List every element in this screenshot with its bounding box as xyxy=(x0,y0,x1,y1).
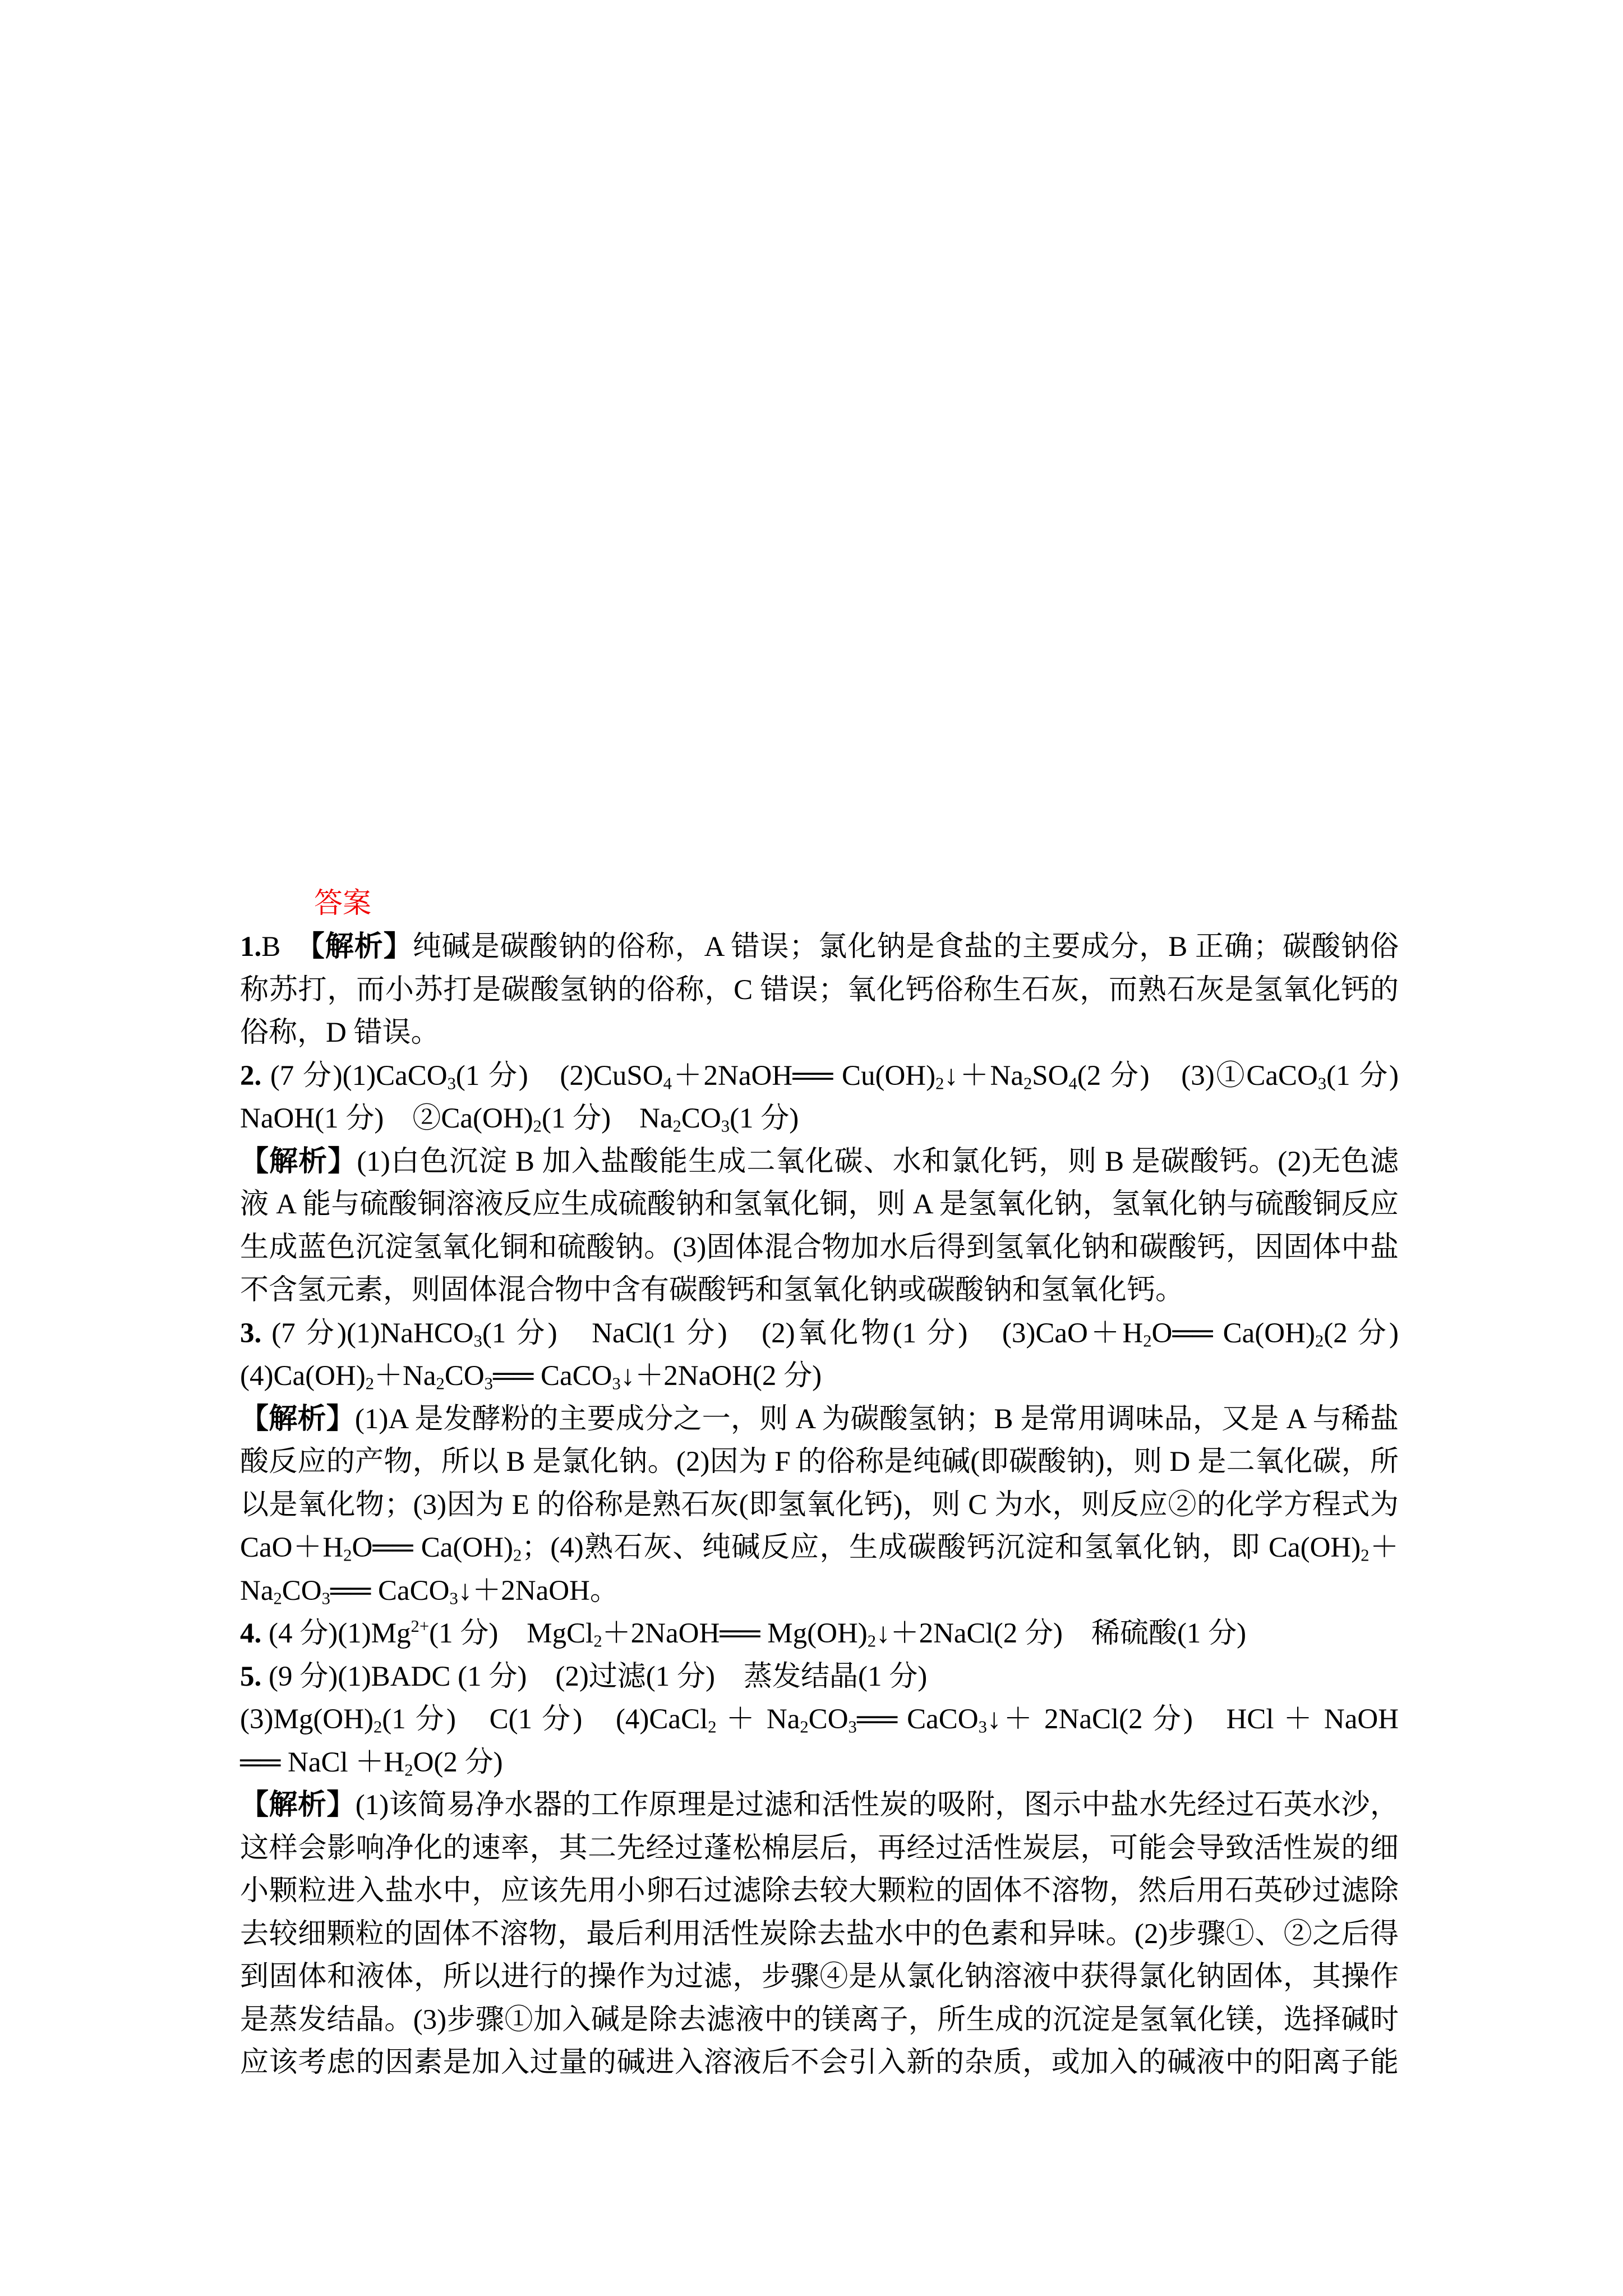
text-run: ══ CaCO xyxy=(330,1575,450,1607)
text-run: NaOH(1 分) ②Ca(OH) xyxy=(240,1103,533,1134)
text-run: O(2 分) xyxy=(413,1746,503,1778)
answer-line xyxy=(240,1827,1399,1870)
subscript: 2 xyxy=(404,1760,413,1780)
text-run: ；(4)熟石灰、纯碱反应，生成碳酸钙沉淀和氢氧化钠，即 Ca(OH) xyxy=(522,1532,1361,1563)
subscript: 2 xyxy=(533,1116,542,1136)
text-run: (1)A 是发酵粉的主要成分之一，则 A 为碳酸氢钠；B 是常用调味品，又是 A 与稀盐 xyxy=(354,1403,1399,1435)
answer-line xyxy=(240,1655,1399,1699)
text-run: ＋2NaOH══ Mg(OH) xyxy=(602,1618,868,1649)
text-run: 以是氧化物；(3)因为 E 的俗称是熟石灰(即氢氧化钙)，则 C 为水，则反应②的化学方程式为 xyxy=(240,1489,1399,1521)
analysis-label: 【解析】 xyxy=(240,1145,357,1177)
text-run: ＋2NaOH══ Cu(OH) xyxy=(671,1060,936,1092)
text-run: (3)Mg(OH) xyxy=(240,1704,374,1735)
text-run: ══ CaCO xyxy=(856,1704,979,1735)
answer-line xyxy=(240,1484,1399,1527)
text-run: ↓＋2NaOH(2 分) xyxy=(620,1360,822,1392)
answer-line xyxy=(240,1612,1399,1655)
text-run: CO xyxy=(681,1103,721,1134)
text-run: 不含氢元素，则固体混合物中含有碳酸钙和氢氧化钠或碳酸钠和氢氧化钙。 xyxy=(240,1274,1184,1306)
subscript: 2 xyxy=(513,1545,522,1565)
answer-lines xyxy=(240,926,1399,2085)
text-run: O══ Ca(OH) xyxy=(352,1532,513,1563)
text-run: 小颗粒进入盐水中，应该先用小卵石过滤除去较大颗粒的固体不溶物，然后用石英砂过滤除 xyxy=(240,1875,1399,1907)
subscript: 2 xyxy=(1361,1545,1370,1565)
subscript: 2 xyxy=(1143,1331,1152,1351)
superscript: 2+ xyxy=(411,1617,430,1636)
answer-line xyxy=(240,1183,1399,1226)
subscript: 3 xyxy=(484,1374,493,1393)
answer-line xyxy=(240,2041,1399,2085)
question-number: 5. xyxy=(240,1660,262,1692)
subscript: 2 xyxy=(273,1589,282,1608)
text-run: 酸反应的产物，所以 B 是氯化钠。(2)因为 F 的俗称是纯碱(即碳酸钠)，则 D 是二氧化碳，所 xyxy=(240,1446,1399,1478)
subscript: 2 xyxy=(867,1631,877,1651)
subscript: 3 xyxy=(721,1116,730,1136)
answer-line xyxy=(240,1226,1399,1269)
text-run: (7 分)(1)NaHCO xyxy=(261,1317,474,1349)
subscript: 2 xyxy=(365,1374,375,1393)
subscript: 3 xyxy=(1317,1074,1327,1093)
text-run: 俗称，D 错误。 xyxy=(240,1017,440,1048)
subscript: 3 xyxy=(612,1374,621,1393)
subscript: 2 xyxy=(800,1717,809,1737)
text-run: B xyxy=(261,931,311,963)
question-number: 4. xyxy=(240,1618,262,1649)
answer-line xyxy=(240,1011,1399,1055)
answer-line xyxy=(240,1355,1399,1398)
text-run: Na xyxy=(240,1575,274,1607)
answer-line xyxy=(240,969,1399,1012)
text-run: (9 分)(1)BADC (1 分) (2)过滤(1 分) 蒸发结晶(1 分) xyxy=(261,1660,928,1692)
answer-line xyxy=(240,1140,1399,1184)
analysis-label: 【解析】 xyxy=(240,1403,355,1435)
text-run: 纯碱是碳酸钠的俗称，A 错误；氯化钠是食盐的主要成分，B 正确；碳酸钠俗 xyxy=(412,931,1399,963)
text-run: (1)白色沉淀 B 加入盐酸能生成二氧化碳、水和氯化钙，则 B 是碳酸钙。(2)无色滤 xyxy=(357,1145,1399,1177)
text-run: ↓＋2NaCl(2 分) 稀硫酸(1 分) xyxy=(876,1618,1247,1649)
answer-line xyxy=(240,1570,1399,1613)
text-run: (7 分)(1)CaCO xyxy=(261,1060,448,1092)
answer-line xyxy=(240,1784,1399,1827)
text-run: SO xyxy=(1032,1060,1069,1092)
subscript: 2 xyxy=(593,1631,602,1651)
answer-line xyxy=(240,1741,1399,1784)
text-run: CO xyxy=(444,1360,485,1392)
text-run: (1 分) MgCl xyxy=(429,1618,594,1649)
analysis-label: 【解析】 xyxy=(240,1789,356,1821)
text-run: ══ NaCl ＋H xyxy=(240,1746,405,1778)
subscript: 4 xyxy=(1068,1074,1077,1093)
subscript: 2 xyxy=(343,1545,352,1565)
text-run: (1 分) xyxy=(1326,1060,1399,1092)
answer-line xyxy=(240,1698,1399,1741)
subscript: 4 xyxy=(663,1074,672,1093)
answer-heading: 答案 xyxy=(314,888,372,919)
subscript: 3 xyxy=(473,1331,482,1351)
text-run: (4)Ca(OH) xyxy=(240,1360,366,1392)
text-run: ══ CaCO xyxy=(492,1360,612,1392)
text-run: ↓＋2NaOH。 xyxy=(458,1575,619,1607)
subscript: 2 xyxy=(708,1717,717,1737)
subscript: 3 xyxy=(848,1717,857,1737)
text-run: 生成蓝色沉淀氢氧化铜和硫酸钠。(3)固体混合物加水后得到氢氧化钠和碳酸钙，因固体中盐 xyxy=(240,1231,1399,1263)
question-number: 3. xyxy=(240,1317,262,1349)
text-run: 是蒸发结晶。(3)步骤①加入碱是除去滤液中的镁离子，所生成的沉淀是氢氧化镁，选择碱时 xyxy=(240,2004,1399,2036)
subscript: 2 xyxy=(1315,1331,1324,1351)
subscript: 3 xyxy=(978,1717,987,1737)
text-run: (1 分) NaCl(1 分) (2)氧化物(1 分) (3)CaO＋H xyxy=(482,1317,1144,1349)
text-run: ＋ Na xyxy=(716,1704,800,1735)
subscript: 2 xyxy=(373,1717,382,1737)
text-run: 这样会影响净化的速率，其二先经过蓬松棉层后，再经过活性炭层，可能会导致活性炭的细 xyxy=(240,1832,1399,1864)
answer-line xyxy=(240,1441,1399,1484)
answer-line xyxy=(240,1955,1399,1999)
text-run: (2 分) (3)①CaCO xyxy=(1077,1060,1318,1092)
text-run: CaO＋H xyxy=(240,1532,344,1563)
text-run: (1)该简易净水器的工作原理是过滤和活性炭的吸附，图示中盐水先经过石英水沙， xyxy=(355,1789,1399,1821)
text-run: 称苏打，而小苏打是碳酸氢钠的俗称，C 错误；氧化钙俗称生石灰，而熟石灰是氢氧化钙的 xyxy=(240,974,1399,1006)
text-run: (1 分) xyxy=(730,1103,799,1134)
answer-line xyxy=(240,1398,1399,1441)
answer-line xyxy=(240,1055,1399,1098)
question-number: 2. xyxy=(240,1060,262,1092)
text-run: ＋ xyxy=(1369,1532,1399,1563)
text-run: ＋Na xyxy=(374,1360,436,1392)
text-run: 去较细颗粒的固体不溶物，最后利用活性炭除去盐水中的色素和异味。(2)步骤①、②之后得 xyxy=(240,1918,1399,1950)
answer-line xyxy=(240,926,1399,969)
answer-line xyxy=(240,1913,1399,1956)
text-run: CO xyxy=(808,1704,849,1735)
subscript: 3 xyxy=(321,1589,330,1608)
subscript: 2 xyxy=(672,1116,681,1136)
answer-line xyxy=(240,1526,1399,1570)
answer-section xyxy=(240,882,1399,2085)
analysis-label: 【解析】 xyxy=(310,931,413,963)
text-run: 应该考虑的因素是加入过量的碱进入溶液后不会引入新的杂质，或加入的碱液中的阳离子能 xyxy=(240,2047,1399,2078)
answer-line xyxy=(240,1870,1399,1913)
answer-line xyxy=(240,1312,1399,1355)
text-run: ↓＋Na xyxy=(944,1060,1023,1092)
answer-line xyxy=(240,1097,1399,1140)
text-run: (4 分)(1)Mg xyxy=(261,1618,411,1649)
subscript: 2 xyxy=(1023,1074,1032,1093)
subscript: 3 xyxy=(449,1589,458,1608)
subscript: 3 xyxy=(447,1074,456,1093)
text-run: (1 分) Na xyxy=(541,1103,673,1134)
text-run: O══ Ca(OH) xyxy=(1151,1317,1315,1349)
text-run: 到固体和液体，所以进行的操作为过滤，步骤④是从氯化钠溶液中获得氯化钠固体，其操作 xyxy=(240,1961,1399,1993)
text-run: (1 分) C(1 分) (4)CaCl xyxy=(382,1704,708,1735)
answer-line xyxy=(240,1999,1399,2042)
subscript: 2 xyxy=(935,1074,944,1093)
subscript: 2 xyxy=(436,1374,445,1393)
answer-line xyxy=(240,1269,1399,1312)
text-run: (2 分) xyxy=(1324,1317,1399,1349)
text-run: (1 分) (2)CuSO xyxy=(455,1060,663,1092)
text-run: CO xyxy=(282,1575,322,1607)
text-run: 液 A 能与硫酸铜溶液反应生成硫酸钠和氢氧化铜，则 A 是氢氧化钠，氢氧化钠与硫酸铜反应 xyxy=(240,1189,1399,1220)
text-run: ↓＋ 2NaCl(2 分) HCl ＋ NaOH xyxy=(986,1704,1399,1735)
question-number: 1. xyxy=(240,931,262,963)
